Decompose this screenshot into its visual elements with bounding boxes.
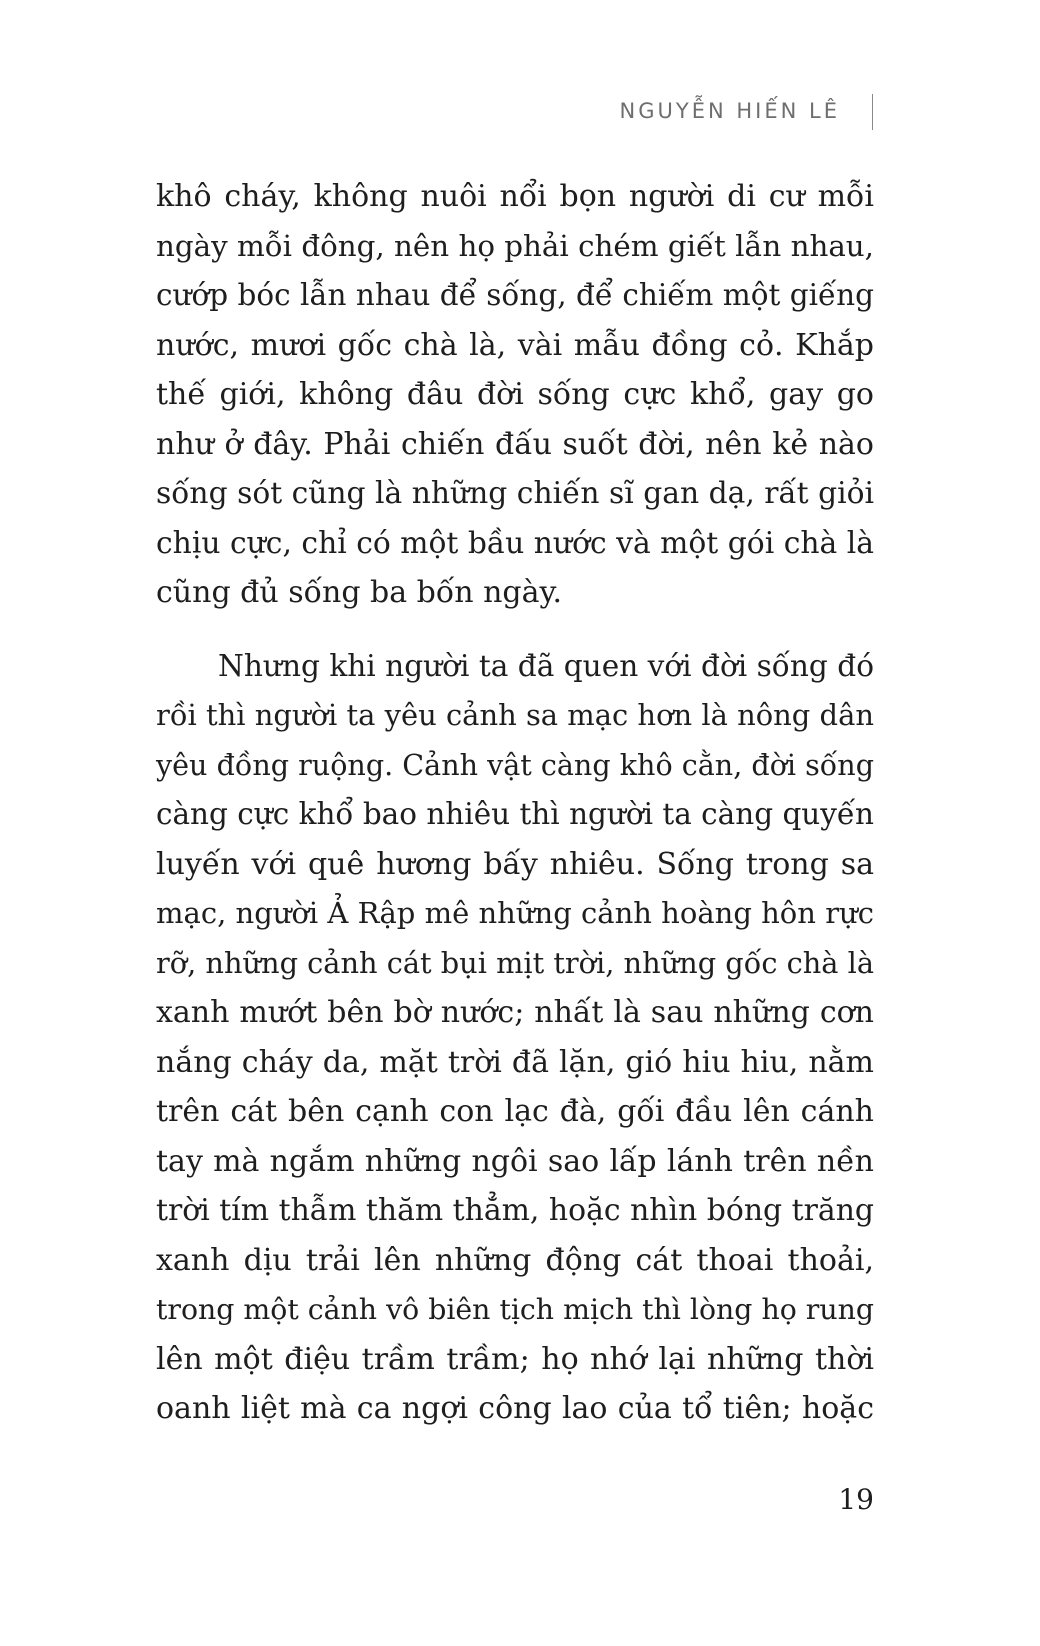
paragraph	[156, 172, 874, 618]
text-line: yêu đồng ruộng. Cảnh vật càng khô cằn, đời sống	[156, 747, 874, 782]
header-divider	[872, 94, 873, 130]
paragraph	[156, 642, 874, 1434]
text-line: xanh dịu trải lên những động cát thoai thoải,	[156, 1242, 874, 1278]
text-line: càng cực khổ bao nhiêu thì người ta càng quyến	[156, 797, 874, 831]
text-line: rồi thì người ta yêu cảnh sa mạc hơn là nông dân	[156, 698, 874, 732]
page-number: 19	[838, 1483, 874, 1516]
text-line: mạc, người Ả Rập mê những cảnh hoàng hôn rực	[156, 896, 874, 930]
text-line: sống sót cũng là những chiến sĩ gan dạ, rất giỏi	[156, 476, 874, 511]
text-line: nắng cháy da, mặt trời đã lặn, gió hiu hiu, nằm	[156, 1044, 874, 1080]
text-line: rỡ, những cảnh cát bụi mịt trời, những gốc chà là	[156, 945, 875, 980]
text-line: khô cháy, không nuôi nổi bọn người di cư mỗi	[156, 179, 874, 214]
text-line: nước, mươi gốc chà là, vài mẫu đồng cỏ. Khắp	[156, 327, 874, 363]
text-line: lên một điệu trầm trầm; họ nhớ lại những thời	[156, 1341, 874, 1377]
text-line: tay mà ngắm những ngôi sao lấp lánh trên nền	[156, 1143, 874, 1179]
text-line: luyến với quê hương bấy nhiêu. Sống trong sa	[156, 846, 874, 882]
text-line: trong một cảnh vô biên tịch mịch thì lòng họ rung	[156, 1293, 874, 1326]
paragraph-spacer	[156, 618, 874, 642]
text-line: ngày mỗi đông, nên họ phải chém giết lẫn nhau,	[156, 228, 874, 263]
text-line: trời tím thẫm thăm thẳm, hoặc nhìn bóng trăng	[156, 1193, 874, 1228]
text-line: như ở đây. Phải chiến đấu suốt đời, nên kẻ nào	[156, 426, 874, 462]
text-line: thế giới, không đâu đời sống cực khổ, gay go	[156, 377, 874, 412]
text-line: xanh mướt bên bờ nước; nhất là sau những cơn	[156, 995, 874, 1030]
text-line: oanh liệt mà ca ngợi công lao của tổ tiên; hoặc	[156, 1391, 874, 1426]
text-line: Nhưng khi người ta đã quen với đời sống đó	[218, 648, 874, 683]
running-header: NGUYỄN HIẾN LÊ	[619, 99, 840, 123]
text-line: chịu cực, chỉ có một bầu nước và một gói chà là	[156, 525, 874, 561]
text-line: cũng đủ sống ba bốn ngày.	[156, 575, 563, 610]
text-line: trên cát bên cạnh con lạc đà, gối đầu lên cánh	[156, 1094, 874, 1129]
body-text	[156, 172, 874, 1434]
text-line: cướp bóc lẫn nhau để sống, để chiếm một giếng	[156, 278, 874, 312]
